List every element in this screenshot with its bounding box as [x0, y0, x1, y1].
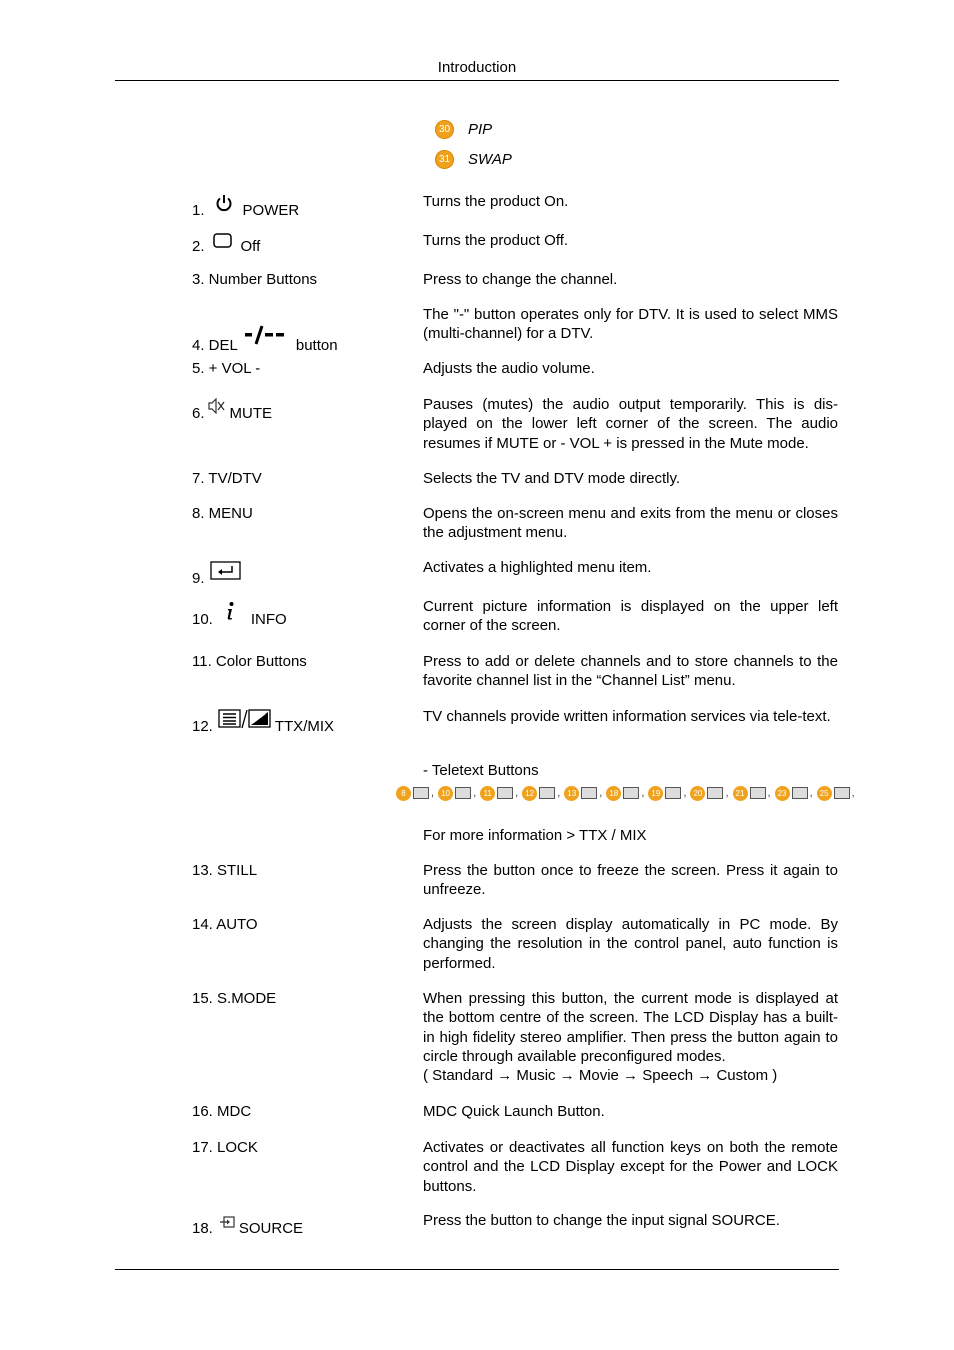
pip-label: PIP	[468, 120, 493, 138]
teletext-button-item	[606, 786, 644, 801]
teletext-key-icon	[497, 787, 513, 799]
teletext-button-item	[564, 786, 602, 801]
item-label-menu: 8. MENU	[192, 505, 253, 522]
teletext-heading: - Teletext Buttons	[423, 762, 539, 779]
number-badge: 21	[733, 786, 748, 801]
item-desc-ttxmix: TV channels provide written information services via tele-text.	[423, 708, 831, 725]
item-number: 18.	[192, 1220, 213, 1237]
teletext-key-icon	[707, 787, 723, 799]
item-desc-mute: Pauses (mutes) the audio output temporarily. This is dis-played on the lower left corner of the screen. The audio resumes if MUTE or - VOL + is pressed in the Mute mode.	[423, 396, 838, 452]
footer-rule	[115, 1269, 839, 1270]
separator: ,	[851, 787, 855, 799]
item-desc-auto	[423, 915, 838, 973]
item-number: 2.	[192, 238, 205, 255]
teletext-key-icon	[539, 787, 555, 799]
swap-label: SWAP	[468, 150, 512, 168]
auto-desc-post: mode. By changing the resolution in the control panel, auto function is performed.	[423, 916, 839, 972]
dash-icon	[244, 324, 286, 351]
teletext-button-item	[817, 786, 855, 801]
teletext-button-item	[438, 786, 476, 801]
separator: ,	[725, 787, 729, 799]
item-label-color-buttons: 11. Color Buttons	[192, 653, 307, 670]
pip-item	[435, 119, 492, 139]
teletext-key-icon	[623, 787, 639, 799]
item-name: MUTE	[229, 405, 273, 422]
item-number: 6.	[192, 405, 205, 422]
teletext-key-icon	[750, 787, 766, 799]
number-badge: 30	[435, 120, 454, 139]
separator: ,	[473, 787, 477, 799]
item-name: INFO	[250, 611, 287, 628]
number-badge: 23	[775, 786, 790, 801]
item-label-info	[192, 601, 287, 629]
item-name: TTX/MIX	[274, 718, 335, 735]
item-label-off	[192, 233, 260, 256]
item-number: 12.	[192, 718, 213, 735]
item-desc-source: Press the button to change the input signal SOURCE.	[423, 1212, 780, 1229]
teletext-button-item	[648, 786, 686, 801]
item-desc-number-buttons: Press to change the channel.	[423, 271, 618, 288]
info-icon	[224, 601, 236, 626]
number-badge: 20	[690, 786, 705, 801]
teletext-key-icon	[581, 787, 597, 799]
teletext-more-info: For more information > TTX / MIX	[423, 827, 647, 844]
number-badge: 11	[480, 786, 495, 801]
item-label-enter	[192, 561, 241, 588]
item-label-smode: 15. S.MODE	[192, 990, 277, 1007]
number-badge: 12	[522, 786, 537, 801]
item-desc-tvdtv: Selects the TV and DTV mode directly.	[423, 470, 681, 487]
separator: ,	[515, 787, 519, 799]
separator: ,	[431, 787, 435, 799]
item-name: POWER	[242, 202, 300, 219]
teletext-key-icon	[413, 787, 429, 799]
item-label-mdc: 16. MDC	[192, 1103, 252, 1120]
teletext-key-icon	[665, 787, 681, 799]
item-label-power	[192, 194, 299, 220]
item-number: 10.	[192, 611, 213, 628]
number-badge: 18	[606, 786, 621, 801]
separator: ,	[809, 787, 813, 799]
item-desc-smode	[423, 989, 838, 1085]
item-label-del	[192, 324, 338, 355]
item-number: 9.	[192, 570, 205, 587]
item-desc-off: Turns the product Off.	[423, 232, 569, 249]
separator: ,	[683, 787, 687, 799]
teletext-button-item	[733, 786, 771, 801]
smode-desc-text: When pressing this button, the current mode is displayed at the bottom centre of the screen. The LCD Display has a built-in high fidelity stereo amplifier. Then press the button again to circle through available preconfigured modes.	[423, 990, 838, 1065]
teletext-button-item	[396, 786, 434, 801]
item-number: 1.	[192, 202, 205, 219]
auto-desc-pre: Adjusts the screen display automatically in	[423, 916, 740, 933]
teletext-button-item	[690, 786, 728, 801]
source-icon	[219, 1214, 235, 1233]
number-badge: 19	[648, 786, 663, 801]
item-label-vol: 5. + VOL -	[192, 360, 261, 377]
item-desc-color-buttons: Press to add or delete channels and to store channels to the favorite channel list in the “Channel List” menu.	[423, 653, 838, 690]
smode-modes-line: ( Standard → Music → Movie → Speech → Custom )	[423, 1067, 778, 1085]
number-badge: 31	[435, 150, 454, 169]
number-badge: 10	[438, 786, 453, 801]
item-label-ttxmix	[192, 709, 334, 736]
pc-mode-label: PC	[739, 916, 761, 933]
power-icon	[215, 194, 233, 217]
item-desc-lock: Activates or deactivates all function keys on both the remote control and the LCD Display except for the Power and LOCK buttons.	[423, 1139, 838, 1195]
teletext-key-icon	[455, 787, 471, 799]
separator: ,	[557, 787, 561, 799]
separator: ,	[599, 787, 603, 799]
enter-icon	[210, 561, 241, 585]
swap-item	[435, 149, 512, 169]
number-badge: 13	[564, 786, 579, 801]
number-badge: 8	[396, 786, 411, 801]
item-label-lock: 17. LOCK	[192, 1139, 258, 1156]
teletext-key-icon	[834, 787, 850, 799]
item-desc-del: The "-" button operates only for DTV. It is used to select MMS (multi-channel) for a DTV.	[423, 306, 838, 343]
mute-icon	[208, 398, 226, 419]
header-rule	[115, 80, 839, 81]
teletext-key-icon	[792, 787, 808, 799]
item-name: Off	[240, 238, 261, 255]
item-name: SOURCE	[238, 1220, 304, 1237]
page-header-title: Introduction	[437, 59, 517, 76]
item-label-still: 13. STILL	[192, 862, 258, 879]
teletext-button-item	[480, 786, 518, 801]
separator: ,	[767, 787, 771, 799]
item-label-source	[192, 1214, 303, 1238]
item-label-tvdtv: 7. TV/DTV	[192, 470, 262, 487]
item-label-number-buttons: 3. Number Buttons	[192, 271, 318, 288]
item-desc-power: Turns the product On.	[423, 193, 569, 210]
item-desc-info: Current picture information is displayed on the upper left corner of the screen.	[423, 598, 838, 635]
item-desc-menu: Opens the on-screen menu and exits from the menu or closes the adjustment menu.	[423, 505, 838, 542]
item-label-auto: 14. AUTO	[192, 916, 258, 933]
item-desc-enter: Activates a highlighted menu item.	[423, 559, 652, 576]
teletext-button-item	[775, 786, 813, 801]
item-name: button	[295, 337, 338, 354]
item-label-mute	[192, 398, 272, 423]
number-badge: 25	[817, 786, 832, 801]
teletext-button-item	[522, 786, 560, 801]
teletext-icon	[218, 709, 272, 734]
item-number: 4. DEL	[192, 337, 238, 354]
off-icon	[213, 233, 232, 253]
teletext-buttons-strip	[396, 783, 859, 803]
item-desc-vol: Adjusts the audio volume.	[423, 360, 595, 377]
item-desc-still: Press the button once to freeze the screen. Press it again to unfreeze.	[423, 862, 838, 899]
item-desc-mdc: MDC Quick Launch Button.	[423, 1103, 605, 1120]
separator: ,	[641, 787, 645, 799]
